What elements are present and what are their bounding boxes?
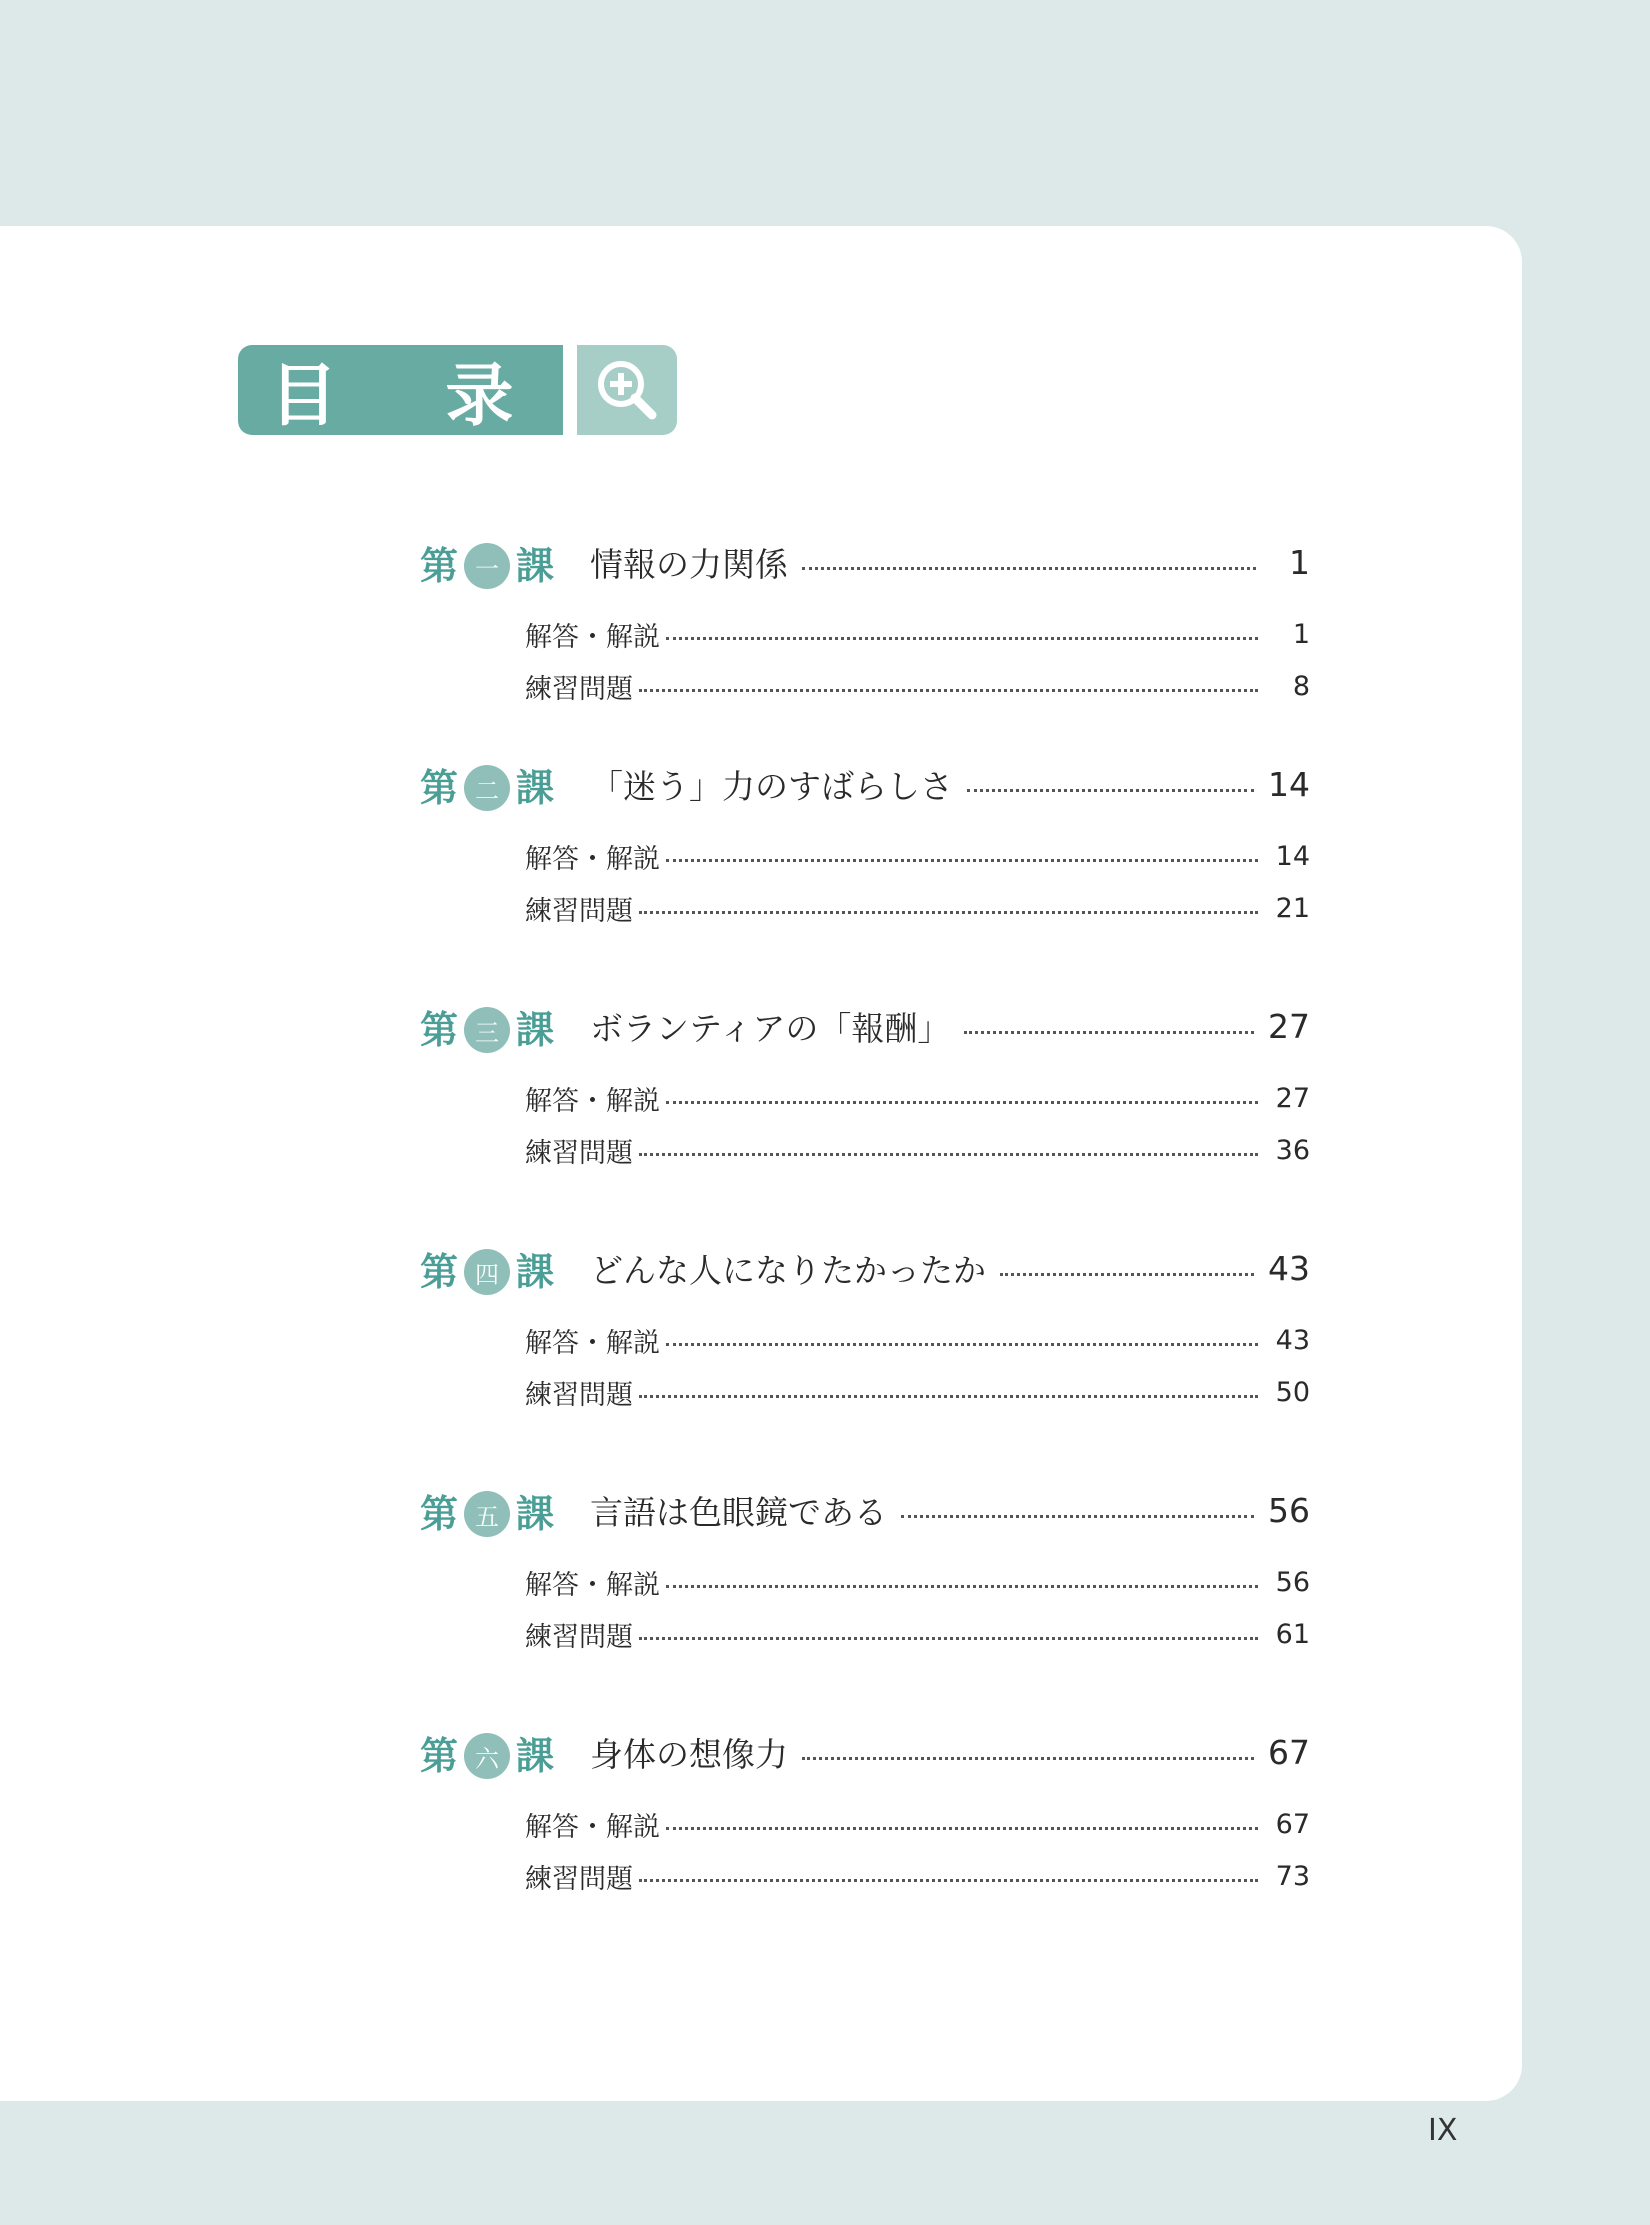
sub-entry-page: 61 [1275, 1618, 1310, 1650]
dot-leader [639, 911, 1258, 914]
dot-leader [802, 1757, 1254, 1760]
chapter-number-badge: 四 [464, 1249, 510, 1295]
sub-entry-page: 36 [1275, 1134, 1310, 1166]
dot-leader [666, 1827, 1258, 1830]
chapter-page: 67 [1268, 1732, 1310, 1772]
sub-entry-label: 練習問題 [525, 1137, 633, 1169]
chapter-title: 情報の力関係 [590, 544, 789, 584]
chapter-suffix: 課 [516, 1249, 555, 1294]
toc-title: 目 录 [238, 345, 563, 435]
toc-chapter-1 [420, 530, 1310, 712]
chapter-number-badge: 二 [464, 765, 510, 811]
toc-sub-entry[interactable] [525, 1850, 1310, 1902]
toc-sub-entry[interactable] [525, 1798, 1310, 1850]
chapter-heading[interactable] [420, 1236, 1310, 1300]
chapter-label [420, 999, 554, 1054]
toc-sub-entry[interactable] [525, 1366, 1310, 1418]
toc-sub-entry[interactable] [525, 830, 1310, 882]
dot-leader [967, 789, 1254, 792]
dot-leader [901, 1515, 1254, 1518]
dot-leader [666, 1585, 1258, 1588]
sub-entry-label: 練習問題 [525, 1621, 633, 1653]
chapter-heading[interactable] [420, 1478, 1310, 1542]
sub-entry-page: 21 [1275, 892, 1310, 924]
dot-leader [964, 1031, 1254, 1034]
sub-entry-label: 解答・解説 [525, 1085, 660, 1117]
toc-sub-entry[interactable] [525, 1072, 1310, 1124]
sub-entry-label: 練習問題 [525, 1379, 633, 1411]
chapter-page: 1 [1289, 542, 1310, 582]
chapter-label [420, 1241, 554, 1296]
dot-leader [666, 1343, 1258, 1346]
magnifier-plus-icon [577, 345, 677, 435]
dot-leader [639, 1153, 1258, 1156]
chapter-page: 14 [1268, 764, 1310, 804]
chapter-title: どんな人になりたかったか [590, 1250, 987, 1290]
sub-entry-page: 43 [1275, 1324, 1310, 1356]
toc-chapter-2 [420, 752, 1310, 934]
chapter-prefix: 第 [420, 543, 459, 588]
chapter-number-badge: 六 [464, 1733, 510, 1779]
toc-sub-entry[interactable] [525, 1314, 1310, 1366]
chapter-label [420, 535, 554, 590]
sub-entry-label: 練習問題 [525, 895, 633, 927]
toc-sub-entry[interactable] [525, 1556, 1310, 1608]
chapter-page: 56 [1268, 1490, 1310, 1530]
chapter-prefix: 第 [420, 1007, 459, 1052]
chapter-prefix: 第 [420, 1491, 459, 1536]
dot-leader [639, 689, 1258, 692]
chapter-heading[interactable] [420, 994, 1310, 1058]
sub-entry-page: 56 [1275, 1566, 1310, 1598]
sub-entry-label: 解答・解説 [525, 843, 660, 875]
sub-entry-page: 50 [1275, 1376, 1310, 1408]
sub-entry-page: 1 [1292, 618, 1310, 650]
dot-leader [639, 1637, 1258, 1640]
sub-entry-page: 8 [1292, 670, 1310, 702]
dot-leader [639, 1395, 1258, 1398]
chapter-suffix: 課 [516, 1733, 555, 1778]
chapter-suffix: 課 [516, 543, 555, 588]
dot-leader [666, 859, 1258, 862]
chapter-heading[interactable] [420, 752, 1310, 816]
dot-leader [666, 637, 1258, 640]
chapter-label [420, 1725, 554, 1780]
chapter-number-badge: 一 [464, 543, 510, 589]
chapter-page: 27 [1268, 1006, 1310, 1046]
chapter-prefix: 第 [420, 765, 459, 810]
sub-entry-page: 67 [1275, 1808, 1310, 1840]
toc-chapter-3 [420, 994, 1310, 1176]
dot-leader [639, 1879, 1258, 1882]
sub-entry-page: 73 [1275, 1860, 1310, 1892]
dot-leader [666, 1101, 1258, 1104]
sub-entry-label: 練習問題 [525, 673, 633, 705]
sub-entry-label: 解答・解説 [525, 621, 660, 653]
sub-entry-page: 27 [1275, 1082, 1310, 1114]
sub-entry-page: 14 [1275, 840, 1310, 872]
toc-sub-entry[interactable] [525, 882, 1310, 934]
toc-chapter-6 [420, 1720, 1310, 1902]
dot-leader [802, 567, 1256, 570]
chapter-title: 言語は色眼鏡である [590, 1492, 888, 1532]
page-number: IX [1428, 2113, 1458, 2148]
chapter-suffix: 課 [516, 1491, 555, 1536]
toc-sub-entry[interactable] [525, 608, 1310, 660]
toc-chapter-5 [420, 1478, 1310, 1660]
toc-chapter-4 [420, 1236, 1310, 1418]
toc-sub-entry[interactable] [525, 1124, 1310, 1176]
sub-entry-label: 解答・解説 [525, 1569, 660, 1601]
chapter-number-badge: 三 [464, 1007, 510, 1053]
toc-sub-entry[interactable] [525, 660, 1310, 712]
chapter-title: 身体の想像力 [590, 1734, 789, 1774]
chapter-heading[interactable] [420, 530, 1310, 594]
chapter-page: 43 [1268, 1248, 1310, 1288]
toc-sub-entry[interactable] [525, 1608, 1310, 1660]
chapter-title: 「迷う」力のすばらしさ [590, 766, 954, 806]
dot-leader [1000, 1273, 1254, 1276]
chapter-label [420, 757, 554, 812]
sub-entry-label: 練習問題 [525, 1863, 633, 1895]
chapter-suffix: 課 [516, 765, 555, 810]
chapter-heading[interactable] [420, 1720, 1310, 1784]
chapter-prefix: 第 [420, 1249, 459, 1294]
chapter-number-badge: 五 [464, 1491, 510, 1537]
sub-entry-label: 解答・解説 [525, 1327, 660, 1359]
chapter-title: ボランティアの「報酬」 [590, 1008, 951, 1048]
chapter-prefix: 第 [420, 1733, 459, 1778]
toc-header [238, 345, 677, 435]
sub-entry-label: 解答・解説 [525, 1811, 660, 1843]
chapter-label [420, 1483, 554, 1538]
chapter-suffix: 課 [516, 1007, 555, 1052]
